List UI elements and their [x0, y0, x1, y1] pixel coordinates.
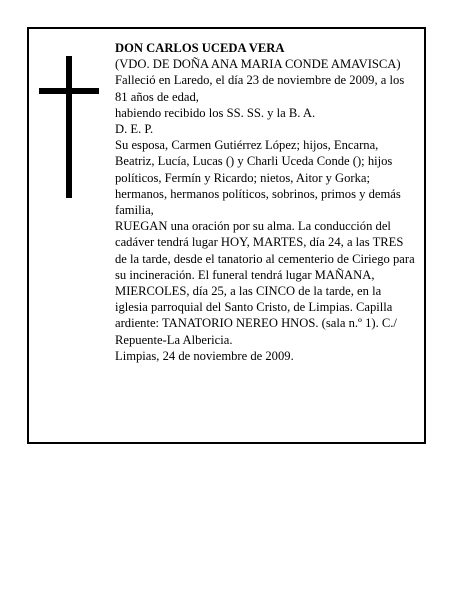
cross-horizontal-bar [39, 88, 99, 94]
family-paragraph: Su esposa, Carmen Gutiérrez López; hijos, Encarna, Beatriz, Lucía, Lucas () y Charli Uceda Conde (); hijos políticos, Fermín y Ricardo; nietos, Aitor y Gorka; hermanos, hermanos políticos, sobrinos, primos y demás familia, [115, 138, 401, 218]
cross-vertical-bar [66, 56, 72, 198]
death-statement: Falleció en Laredo, el día 23 de noviembre de 2009, a los 81 años de edad, [115, 73, 405, 104]
place-date-line: Limpias, 24 de noviembre de 2009. [115, 348, 294, 363]
request-paragraph: RUEGAN una oración por su alma. La conducción del cadáver tendrá lugar HOY, MARTES, día 24, a las TRES de la tarde, desde el tanatorio al cementerio de Ciriego para su incineración. El funeral tendrá lugar MAÑANA, MIERCOLES, día 25, a las CINCO de la tarde, en la iglesia parroquial del Santo Cristo, de Limpias. Capilla ardiente: TANATORIO NEREO HNOS. (sala n.º 1). C./ Repuente-La Albericia. [115, 219, 415, 347]
latin-cross-icon [39, 56, 99, 198]
deceased-name: DON CARLOS UCEDA VERA [115, 41, 285, 55]
sacraments-line: habiendo recibido los SS. SS. y la B. A. [115, 105, 316, 120]
obituary-text [115, 40, 417, 364]
widower-line: (VDO. DE DOÑA ANA MARIA CONDE AMAVISCA) [115, 57, 401, 72]
obituary-notice [27, 27, 426, 444]
rip-line: D. E. P. [115, 122, 154, 137]
